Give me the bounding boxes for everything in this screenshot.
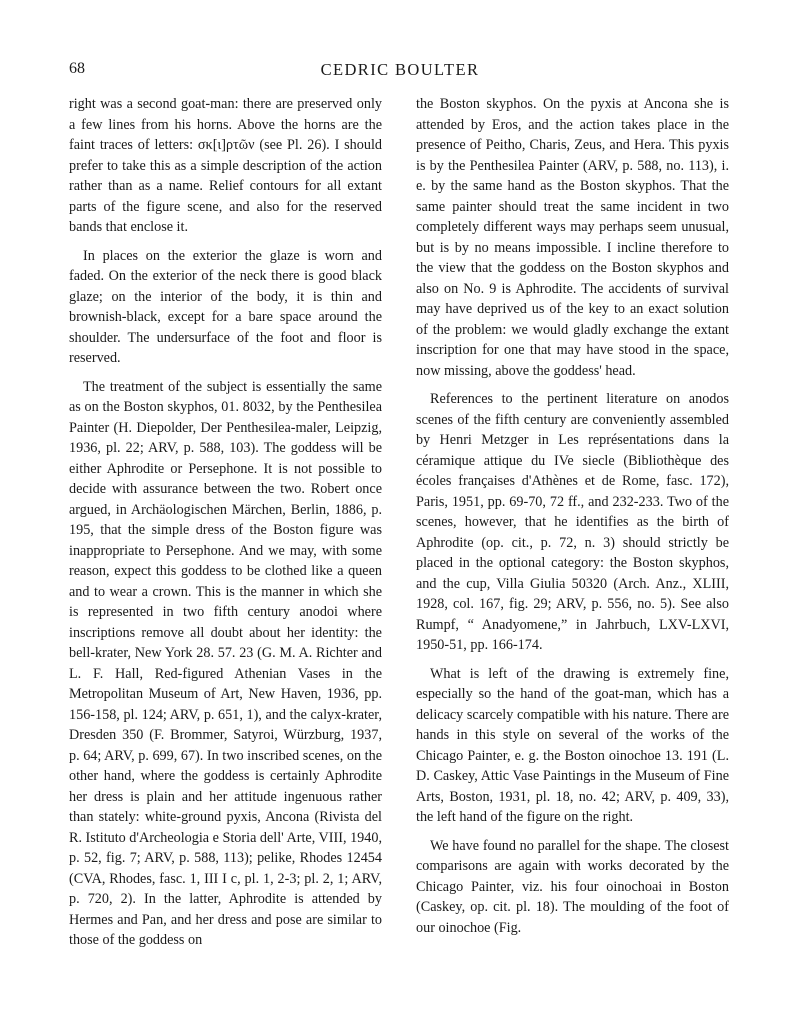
left-column bbox=[69, 94, 382, 951]
page-header bbox=[69, 60, 731, 80]
paragraph: References to the pertinent literature on anodos scenes of the fifth century are conveniently assembled by Henri Metzger in Les représentations dans la céramique attique du IVe siecle (Bibliothèque des écoles françaises d'Athènes et de Rome, fasc. 172), Paris, 1951, pp. 69-70, 72 ff., and 232-233. Two of the scenes, however, that he identifies as the birth of Aphrodite (op. cit., p. 72, n. 3) should strictly be placed in the optional category: the Boston skyphos, and the cup, Villa Giulia 50320 (Arch. Anz., XLIII, 1928, col. 167, fig. 29; ARV, p. 556, no. 5). See also Rumpf, “ Anadyomene,” in Jahrbuch, LXV-LXVI, 1950-51, pp. 166-174. bbox=[416, 391, 729, 653]
paragraph: The treatment of the subject is essentially the same as on the Boston skyphos, 01. 8032, by the Penthesilea Painter (H. Diepolder, Der Penthesilea-maler, Leipzig, 1936, pl. 22; ARV, p. 588, 103). The goddess will be either Aphrodite or Persephone. It is not possible to decide with assurance between the two. Robert once argued, in Archäologischen Märchen, Berlin, 1886, p. 195, that the simple dress of the Boston figure was inappropriate to Persephone. And we may, with some reason, expect this goddess to be clothed like a queen and to wear a crown. This is the manner in which she is represented in two fifth century anodoi where inscriptions remove all doubt about her identity: the bell-krater, New York 28. 57. 23 (G. M. A. Richter and L. F. Hall, Red-figured Athenian Vases in the Metropolitan Museum of Art, New Haven, 1936, pp. 156-158, pl. 124; ARV, p. 651, 1), and the calyx-krater, Dresden 350 (F. Brommer, Satyroi, Würzburg, 1937, p. 64; ARV, p. 699, 67). In two inscribed scenes, on the other hand, where the goddess is certainly Aphrodite her dress is plain and her attitude ingenuous rather than stately: white-ground pyxis, Ancona (Rivista del R. Istituto d'Archeologia e Storia dell' Arte, VIII, 1940, p. 52, fig. 7; ARV, p. 588, 113); pelike, Rhodes 12454 (CVA, Rhodes, fasc. 1, III I c, pl. 1, 2-3; pl. 2, 1; ARV, p. 720, 2). In the latter, Aphrodite is attended by Hermes and Pan, and her dress and pose are similar to those of the goddess on bbox=[69, 378, 382, 948]
paragraph: In places on the exterior the glaze is worn and faded. On the exterior of the neck there is good black glaze; on the interior of the body, it is thin and brownish-black, except for a bare space around the shoulder. The undersurface of the foot and floor is reserved. bbox=[69, 247, 382, 366]
paragraph: the Boston skyphos. On the pyxis at Ancona she is attended by Eros, and the action takes place in the presence of Peitho, Charis, Zeus, and Hera. This pyxis is by the Penthesilea Painter (ARV, p. 588, no. 113), i. e. by the same hand as the Boston skyphos. That the same painter should treat the same incident in two completely different ways may perhaps seem unusual, but is by no means impossible. I incline therefore to the view that the goddess on the Boston skyphos and also on No. 9 is Aphrodite. The accidents of survival may have deprived us of the key to an exact solution of the problem: we would gladly exchange the extant inscription for one that may have stood in the space, now missing, above the goddess' head. bbox=[416, 96, 729, 379]
paragraph: We have found no parallel for the shape. The closest comparisons are again with works decorated by the Chicago Painter, viz. his four oinochoai in Boston (Caskey, op. cit. pl. 18). The moulding of the foot of our oinochoe (Fig. bbox=[416, 837, 729, 936]
paragraph: right was a second goat-man: there are preserved only a few lines from his horns. Above the horns are the faint traces of letters: σκ[ι]ρτῶν (see Pl. 26). I should prefer to take this as a simple description of the action rather than as a name. Relief contours for all extant parts of the figure scene, and also for the reserved bands that enclose it. bbox=[69, 96, 382, 235]
running-head: CEDRIC BOULTER bbox=[320, 60, 480, 79]
paragraph: What is left of the drawing is extremely fine, especially so the hand of the goat-man, which has a delicacy scarcely compatible with his nature. There are hands in this style on several of the works of the Chicago Painter, e. g. the Boston oinochoe 13. 191 (L. D. Caskey, Attic Vase Paintings in the Museum of Fine Arts, Boston, 1931, pl. 18, no. 42; ARV, p. 409, 33), the left hand of the figure on the right. bbox=[416, 665, 729, 825]
right-column bbox=[416, 94, 729, 938]
page-number: 68 bbox=[69, 60, 85, 77]
